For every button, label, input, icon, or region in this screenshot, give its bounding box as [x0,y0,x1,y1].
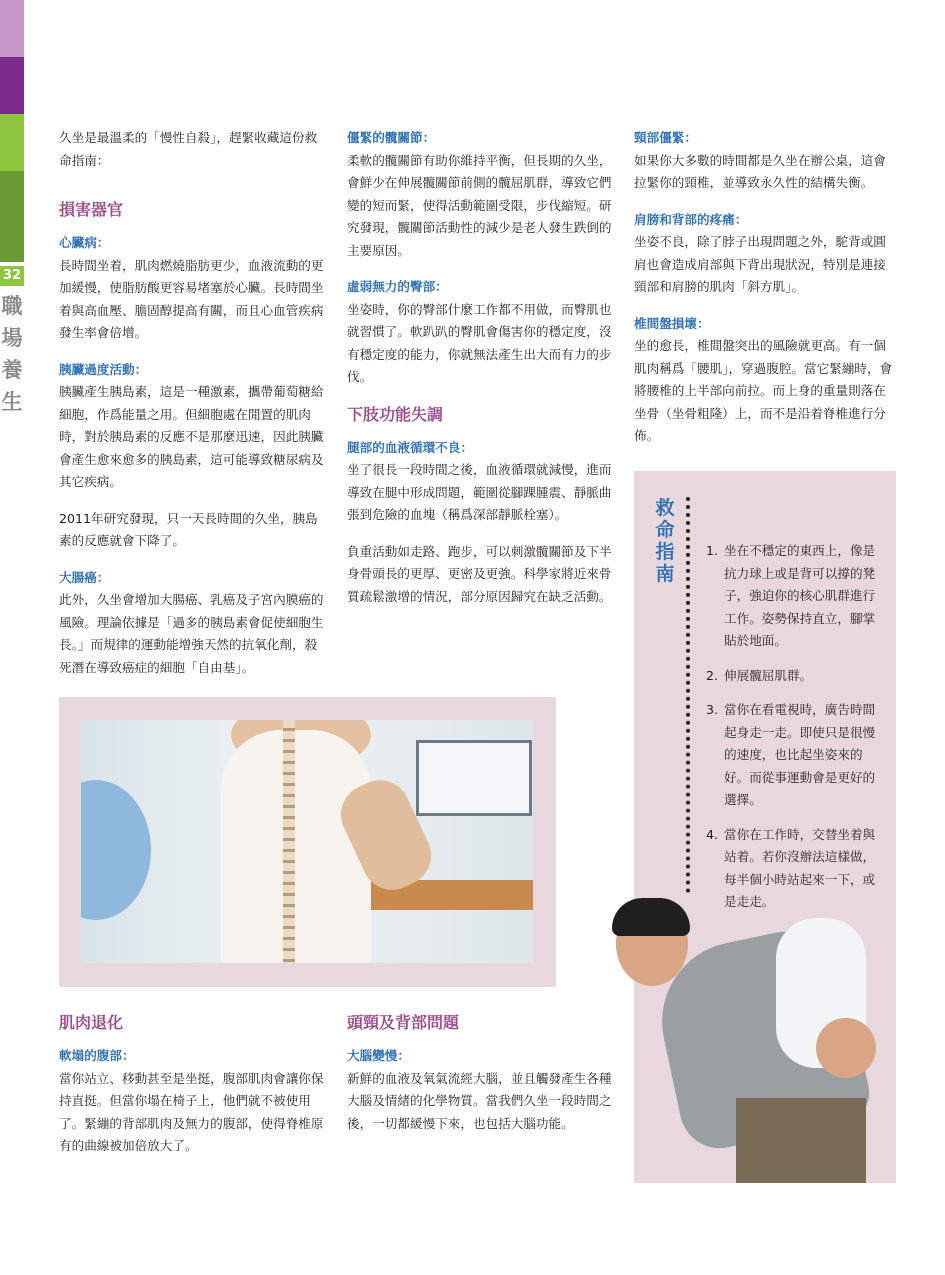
color-strip-dark-green [0,171,24,262]
text-neck: 如果你大多數的時間都是久坐在辦公桌，這會拉緊你的頸椎，並導致永久性的結構失衡。 [634,152,886,190]
column-3 [634,127,896,462]
column-1 [59,127,327,693]
subheading-leg: 腿部的血液循環不良： [347,439,473,455]
list-item: 3. 當你在看電視時，廣告時間起身走一走。即使只是很慢的速度，也比起坐姿來的好。而從事運動會是更好的選擇。 [706,702,876,807]
page-number: 32 [0,266,24,286]
subheading-heart: 心臟病： [59,235,110,250]
computer-monitor [416,740,532,816]
text-heart: 長時間坐着，肌肉燃燒脂肪更少，血液流動的更加緩慢，使脂肪酸更容易堵塞於心臟。長時間坐着與高血壓、膽固醇提高有關，而且心血管疾病發生率會倍增。 [59,257,324,340]
list-item: 1. 坐在不穩定的東西上，像是抗力球上或是背可以撐的凳子，強迫你的核心肌群進行工作。姿勢保持直立，腳掌貼於地面。 [706,543,876,648]
spine-illustration [283,720,295,963]
man-pants [736,1098,866,1183]
woman-back [221,730,371,963]
man-hand [816,1018,876,1078]
guide-title: 救命指南 [655,497,675,585]
text-abs: 當你站立、移動甚至是坐挺，腹部肌肉會讓你保持直挺。但當你塌在椅子上，他們就不被使用了。緊繃的背部肌肉及無力的腹部，使得脊椎原有的曲線被加倍放大了。 [59,1070,324,1153]
text-disc: 坐的愈長，椎間盤突出的風險就更高。有一個肌肉稱爲「腰肌」，穿過腹腔。當它緊繃時，會將腰椎的上半部向前拉。而上身的重量則落在坐骨（坐骨粗隆）上，而不是沿着脊椎進行分佈。 [634,338,893,443]
subheading-shoulder: 肩膀和背部的疼痛： [634,211,748,227]
text-leg: 坐了很長一段時間之後，血液循環就減慢，進而導致在腿中形成問題，範圍從腳踝腫震、靜脈曲張到危險的血塊（稱爲深部靜脈栓塞）。 [347,462,612,522]
heading-organ-damage: 損害器官 [59,200,124,219]
column-2 [347,127,615,622]
list-item: 4. 當你在工作時，交替坐着與站着。若你沒辦法這樣做，每半個小時站起來一下，或是走走。 [706,826,876,909]
guide-list [706,540,886,926]
heading-muscle: 肌肉退化 [59,1013,124,1032]
subheading-hip: 僵緊的髖關節： [347,130,436,145]
color-strip-purple [0,57,24,114]
text-weight-bearing: 負重活動如走路、跑步，可以刺激髖關節及下半身骨頭長的更厚、更密及更強。科學家將近來骨質疏鬆激增的情況，部分原因歸究在缺乏活動。 [347,543,612,604]
man-hair [612,898,690,936]
dotted-divider [686,497,690,893]
text-colon: 此外，久坐會增加大腸癌、乳癌及子宮內膜癌的風險。理論依據是「過多的胰島素會促使細胞生長。」而規律的運動能增強天然的抗氧化劑，殺死潛在導致癌症的細胞「自由基」。 [59,592,324,675]
color-strip-green [0,114,24,171]
exercise-ball [81,780,151,920]
color-strip-lilac [0,0,24,57]
subheading-pancreas: 胰臟過度活動： [59,361,148,377]
subheading-colon: 大腸癌： [59,569,110,585]
text-hip: 柔軟的髖關節有助你維持平衡，但長期的久坐，會鮮少在伸展髖關節前側的髖屈肌群，導致它們變的短而緊，使得活動範圍受限，步伐縮短。研究發現，髖關節活動性的減少是老人發生跌倒的主要原因。 [347,152,612,258]
photo-frame [59,697,556,987]
subheading-neck: 頸部僵緊： [634,130,697,145]
text-study: 2011年研究發現，只一天長時間的久坐，胰島素的反應就會下降了。 [59,510,318,548]
subheading-glute: 虛弱無力的臀部： [347,279,448,294]
bottom-column-2 [347,1011,615,1149]
spine-photo [81,720,533,963]
subheading-brain: 大腦變慢： [347,1048,410,1063]
heading-head-neck: 頭頸及背部問題 [347,1013,460,1032]
intro-text: 久坐是最溫柔的「慢性自殺」，趕緊收藏這份救命指南： [59,130,318,168]
bottom-column-1 [59,1011,327,1172]
list-item: 2. 伸展髖屈肌群。 [706,667,813,683]
text-shoulder: 坐姿不良，除了脖子出現問題之外，駝背或圓肩也會造成肩部與下背出現狀況，特別是連接頸部和肩膀的肌肉「斜方肌」。 [634,234,886,294]
man-back-pain-photo [606,898,881,1183]
text-brain: 新鮮的血液及氧氣流經大腦，並且觸發產生各種大腦及情緒的化學物質。當我們久坐一段時間之後，一切都緩慢下來，也包括大腦功能。 [347,1070,612,1131]
subheading-abs: 軟塌的腹部： [59,1048,135,1063]
section-title: 職場養生 [1,293,23,414]
heading-lower-limb: 下肢功能失調 [347,404,444,424]
text-glute: 坐姿時，你的臀部什麼工作都不用做，而臀肌也就習慣了。軟趴趴的臀肌會傷害你的穩定度，沒有穩定度的能力，你就無法產生出大而有力的步伐。 [347,301,612,384]
subheading-disc: 椎間盤損壞： [634,315,710,331]
text-pancreas: 胰臟產生胰島素，這是一種激素，攜帶葡萄糖給細胞，作爲能量之用。但細胞處在閒置的肌肉時，對於胰島素的反應不是那麼迅速，因此胰臟會產生愈來愈多的胰島素，這可能導致糖尿病及其它疾病。 [59,384,324,489]
